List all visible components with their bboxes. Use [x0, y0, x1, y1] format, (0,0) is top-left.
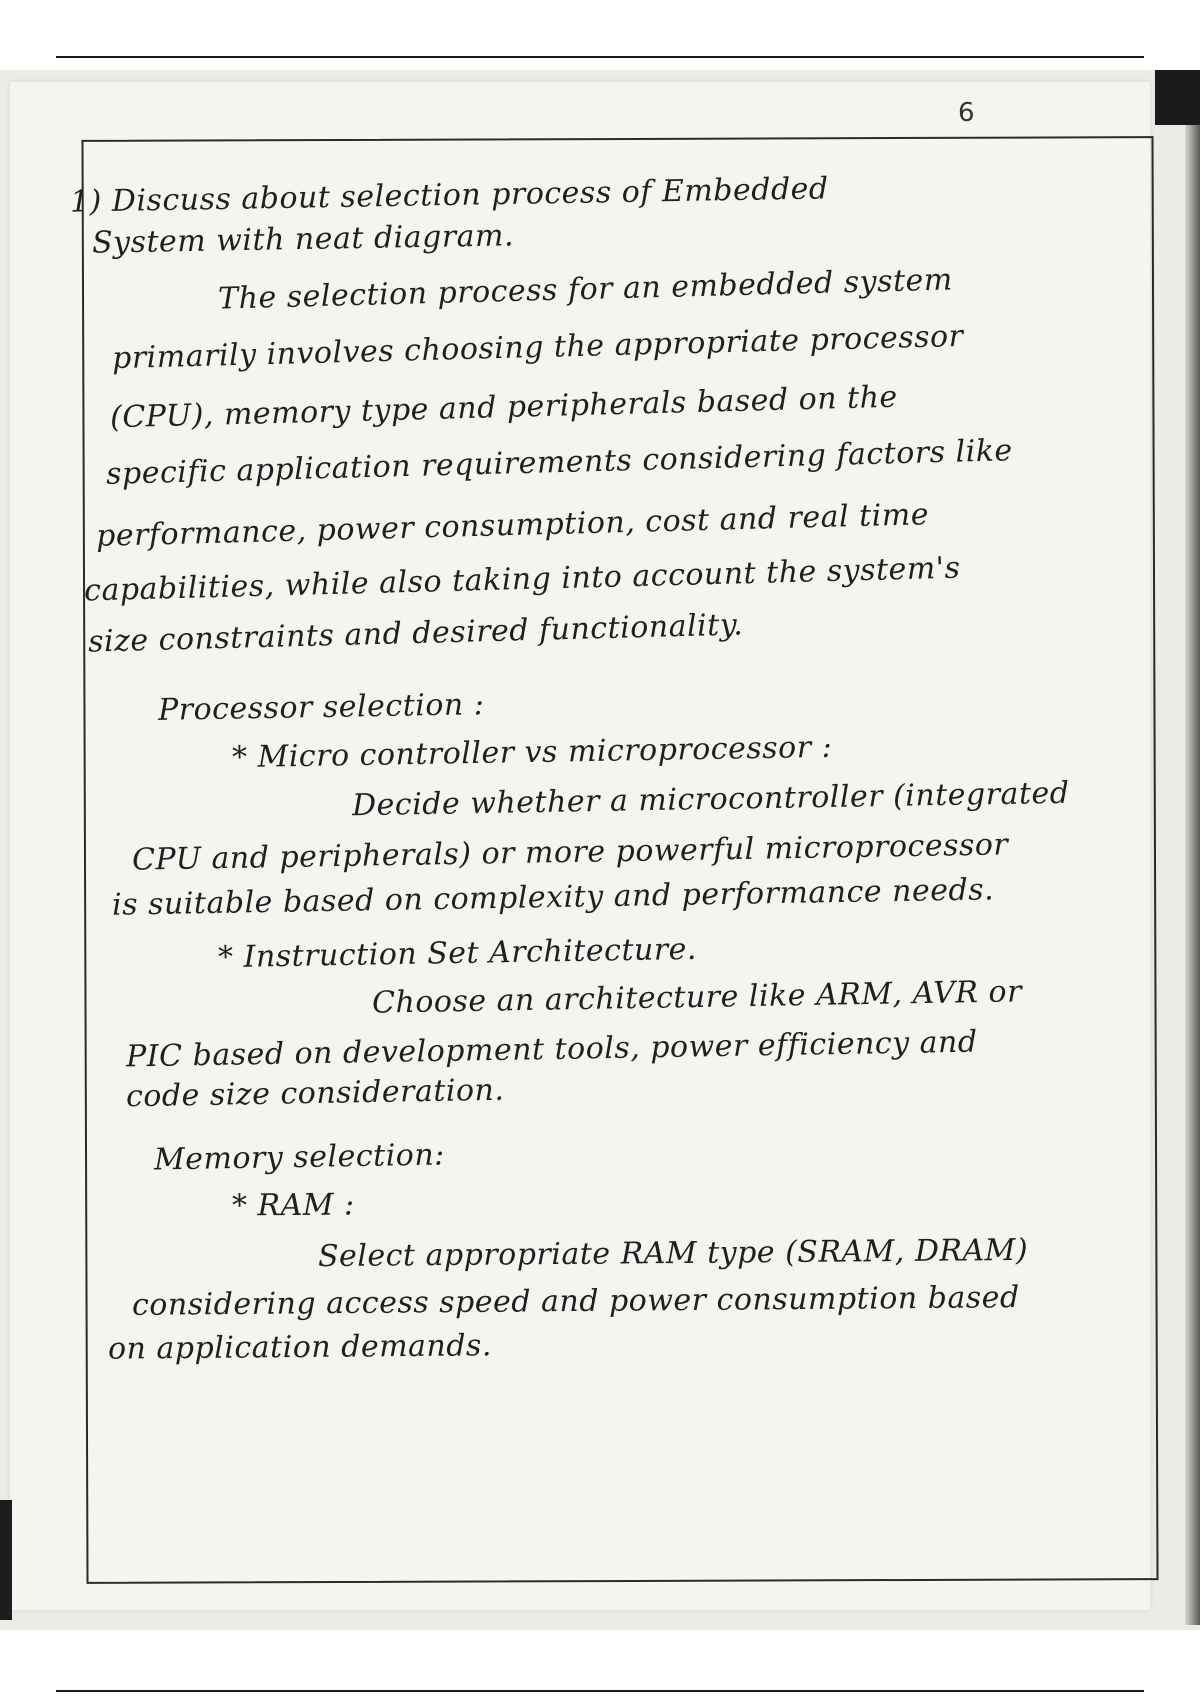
question-line: System with neat diagram. — [91, 218, 515, 261]
page-number: 6 — [958, 98, 975, 128]
scan-dark-corner — [1155, 70, 1200, 125]
answer-line: The selection process for an embedded system — [217, 262, 954, 317]
scan-left-edge — [0, 1500, 12, 1620]
answer-line: PIC based on development tools, power efficiency and — [125, 1024, 978, 1075]
top-rule — [56, 56, 1144, 58]
scan-edge-shadow — [1185, 125, 1200, 1625]
answer-line: (CPU), memory type and peripherals based on the — [109, 379, 899, 436]
bullet-heading: * Instruction Set Architecture. — [217, 931, 698, 976]
section-heading: Processor selection : — [157, 687, 485, 728]
question-line: 1) Discuss about selection process of Embedded — [69, 171, 829, 220]
answer-line: considering access speed and power consumption based — [131, 1280, 1020, 1323]
answer-line: specific application requirements considering factors like — [105, 433, 1014, 492]
answer-line: is suitable based on complexity and performance needs. — [111, 872, 995, 923]
answer-line: performance, power consumption, cost and real time — [95, 497, 930, 554]
answer-line: size constraints and desired functionality. — [87, 607, 744, 660]
answer-line: CPU and peripherals) or more powerful microprocessor — [131, 827, 1009, 878]
bullet-heading: * Micro controller vs microprocessor : — [231, 729, 833, 776]
answer-line: capabilities, while also taking into account the system's — [83, 550, 961, 609]
answer-line: Decide whether a microcontroller (integrated — [351, 775, 1070, 824]
answer-line: on application demands. — [107, 1328, 493, 1367]
bullet-heading: * RAM : — [231, 1187, 355, 1224]
answer-line: primarily involves choosing the appropriate processor — [111, 318, 964, 377]
section-heading: Memory selection: — [153, 1137, 446, 1178]
bottom-rule — [56, 1690, 1144, 1692]
answer-line: code size consideration. — [125, 1072, 505, 1115]
answer-line: Select appropriate RAM type (SRAM, DRAM) — [317, 1232, 1029, 1275]
answer-line: Choose an architecture like ARM, AVR or — [371, 974, 1023, 1021]
